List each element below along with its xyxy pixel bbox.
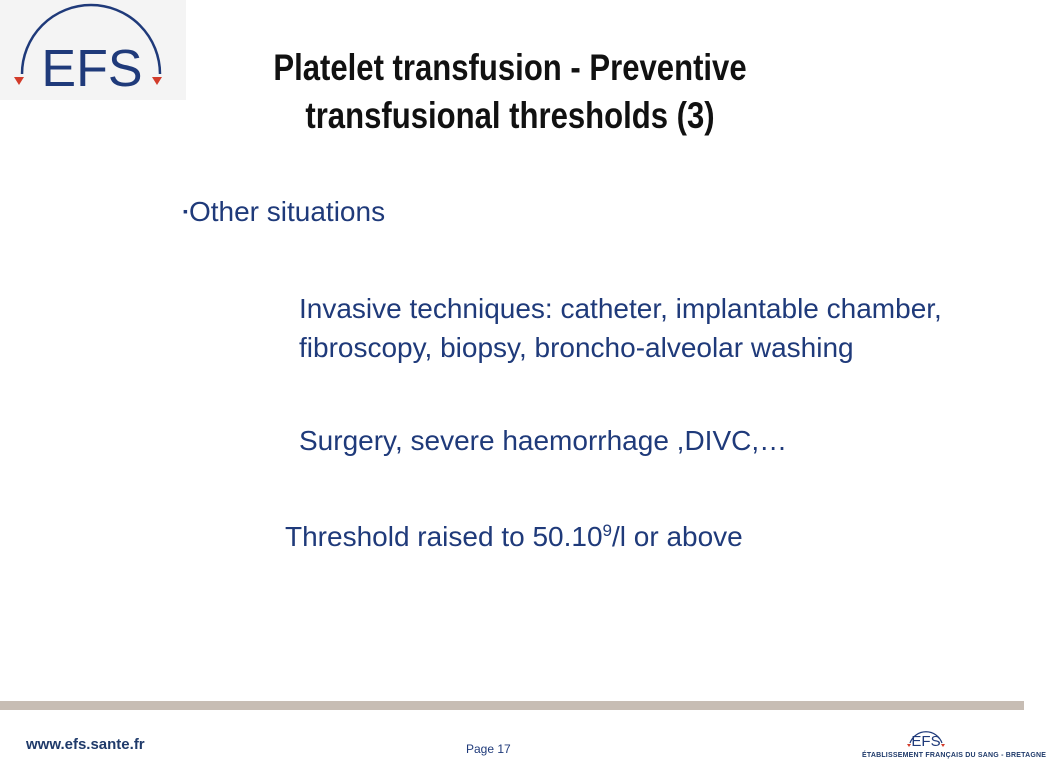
threshold-prefix: Threshold raised to 50.10 [285,521,603,552]
logo-right-triangle [152,77,162,85]
efs-logo [0,0,186,100]
logo-text: EFS [41,40,143,98]
threshold-exponent: 9 [602,521,612,540]
sub-item-invasive-techniques: Invasive techniques: catheter, implantable chamber, fibroscopy, biopsy, broncho-alveolar washing [299,293,942,363]
footer-logo-left-triangle [907,744,911,747]
title-line-1: Platelet transfusion - Preventive [273,47,747,88]
efs-logo-graphic [0,0,186,100]
threshold-statement [285,519,743,555]
threshold-suffix: /l or above [612,521,743,552]
footer-divider [0,701,1024,710]
footer-url-link[interactable]: www.efs.sante.fr [26,736,145,753]
bullet-text: Other situations [188,196,386,227]
bullet-item [183,193,385,230]
title-line-2: transfusional thresholds (3) [305,95,715,136]
logo-left-triangle [14,77,24,85]
footer-logo-right-triangle [941,744,945,747]
bullet-marker: ▪ [183,203,188,219]
footer-logo-tagline: ÉTABLISSEMENT FRANÇAIS DU SANG - BRETAGNE [862,752,1046,759]
sub-item-surgery: Surgery, severe haemorrhage ,DIVC,… [299,425,788,456]
page-number: Page 17 [466,742,511,756]
footer-logo-text: EFS [911,733,941,750]
slide-title [250,44,771,140]
